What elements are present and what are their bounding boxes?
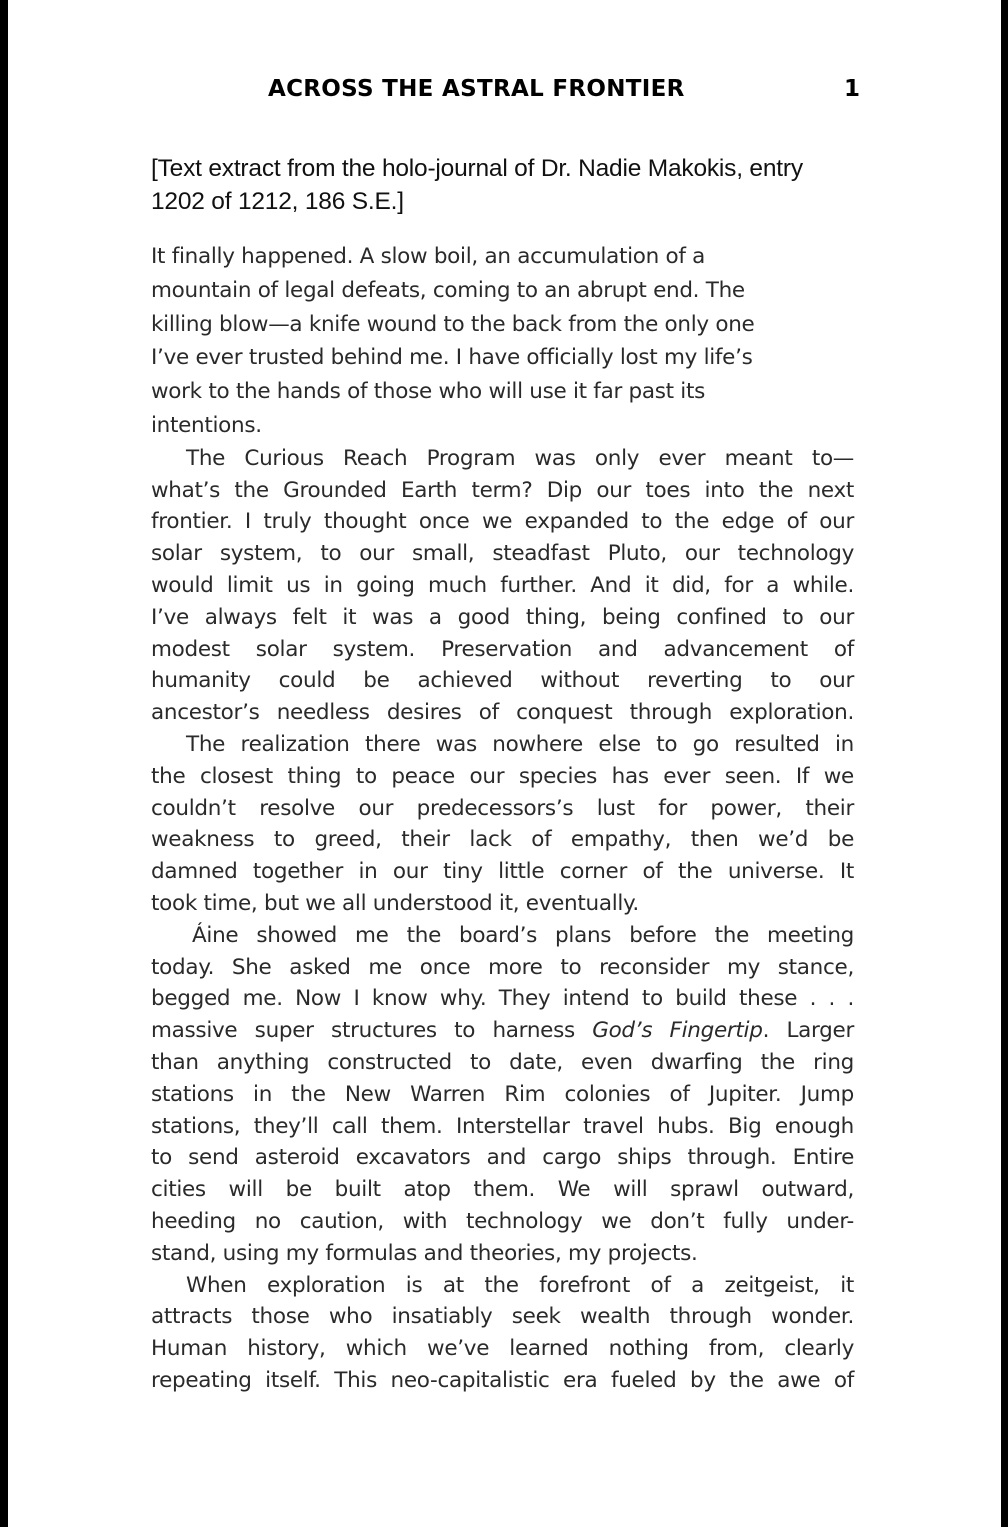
text-line: begged me. Now I know why. They intend to build these . . . (151, 986, 854, 1012)
paragraph-3 (151, 729, 854, 920)
text-line: weakness to greed, their lack of empathy, then we’d be (151, 827, 854, 853)
text-line: took time, but we all understood it, eventually. (151, 890, 639, 916)
page-number: 1 (844, 76, 861, 102)
paragraph-1 (151, 240, 854, 443)
text-line: heeding no caution, with technology we don’t fully under- (151, 1208, 854, 1234)
text-line: the closest thing to peace our species has ever seen. If we (151, 763, 854, 789)
body-text (151, 240, 854, 1397)
heading-line: [Text extract from the holo-journal of Dr. Nadie Makokis, entry (151, 155, 803, 182)
text-line: I’ve ever trusted behind me. I have officially lost my life’s (151, 345, 753, 371)
text-line: mountain of legal defeats, coming to an abrupt end. The (151, 277, 745, 303)
running-title: ACROSS THE ASTRAL FRONTIER (268, 76, 685, 102)
text-line: It finally happened. A slow boil, an accumulation of a (151, 244, 706, 269)
text-line: ancestor’s needless desires of conquest through exploration. (151, 700, 854, 726)
text-line-with-italic (151, 1015, 854, 1047)
text-line: modest solar system. Preservation and advancement of (151, 636, 854, 662)
text-line: couldn’t resolve our predecessors’s lust for power, their (151, 795, 854, 821)
paragraph-2 (151, 443, 854, 729)
heading-line: 1202 of 1212, 186 S.E.] (151, 188, 404, 215)
text-line: today. She asked me once more to reconsider my stance, (151, 954, 854, 980)
text-line: stations in the New Warren Rim colonies of Jupiter. Jump (151, 1081, 854, 1107)
text-line: The Curious Reach Program was only ever meant to— (186, 445, 854, 471)
text-line: stations, they’ll call them. Interstellar travel hubs. Big enough (151, 1113, 854, 1139)
text-line: what’s the Grounded Earth term? Dip our toes into the next (151, 477, 854, 503)
text-line: repeating itself. This neo-capitalistic era fueled by the awe of (151, 1367, 854, 1393)
journal-entry-heading (151, 152, 856, 218)
text-line: humanity could be achieved without reverting to our (151, 668, 854, 694)
text-line: than anything constructed to date, even dwarfing the ring (151, 1049, 854, 1075)
text-line: The realization there was nowhere else to go resulted in (186, 731, 854, 757)
paragraph-5 (151, 1270, 854, 1397)
text-line: work to the hands of those who will use it far past its (151, 379, 706, 405)
text-line: stand, using my formulas and theories, my projects. (151, 1240, 698, 1266)
text-line: Áine showed me the board’s plans before the meeting (192, 922, 854, 948)
text-line: solar system, to our small, steadfast Pluto, our technology (151, 541, 854, 567)
text-line: Human history, which we’ve learned nothing from, clearly (151, 1336, 854, 1362)
text-line: would limit us in going much further. And it did, for a while. (151, 572, 854, 598)
text-line: attracts those who insatiably seek wealth through wonder. (151, 1304, 854, 1330)
text-line: I’ve always felt it was a good thing, being confined to our (151, 604, 854, 630)
text-line: killing blow—a knife wound to the back from the only one (151, 311, 755, 337)
text-line: intentions. (151, 412, 262, 438)
italic-title: God’s Fingertip (592, 1018, 763, 1044)
text-line: cities will be built atop them. We will sprawl outward, (151, 1177, 854, 1203)
text-line: frontier. I truly thought once we expanded to the edge of our (151, 509, 854, 535)
text-line: When exploration is at the forefront of a zeitgeist, it (186, 1272, 854, 1298)
paragraph-4 (151, 920, 854, 1270)
text-segment: . Larger (762, 1018, 854, 1044)
text-segment: massive super structures to harness (151, 1018, 593, 1044)
text-line: damned together in our tiny little corner of the universe. It (151, 859, 854, 885)
text-line: to send asteroid excavators and cargo ships through. Entire (151, 1145, 854, 1171)
